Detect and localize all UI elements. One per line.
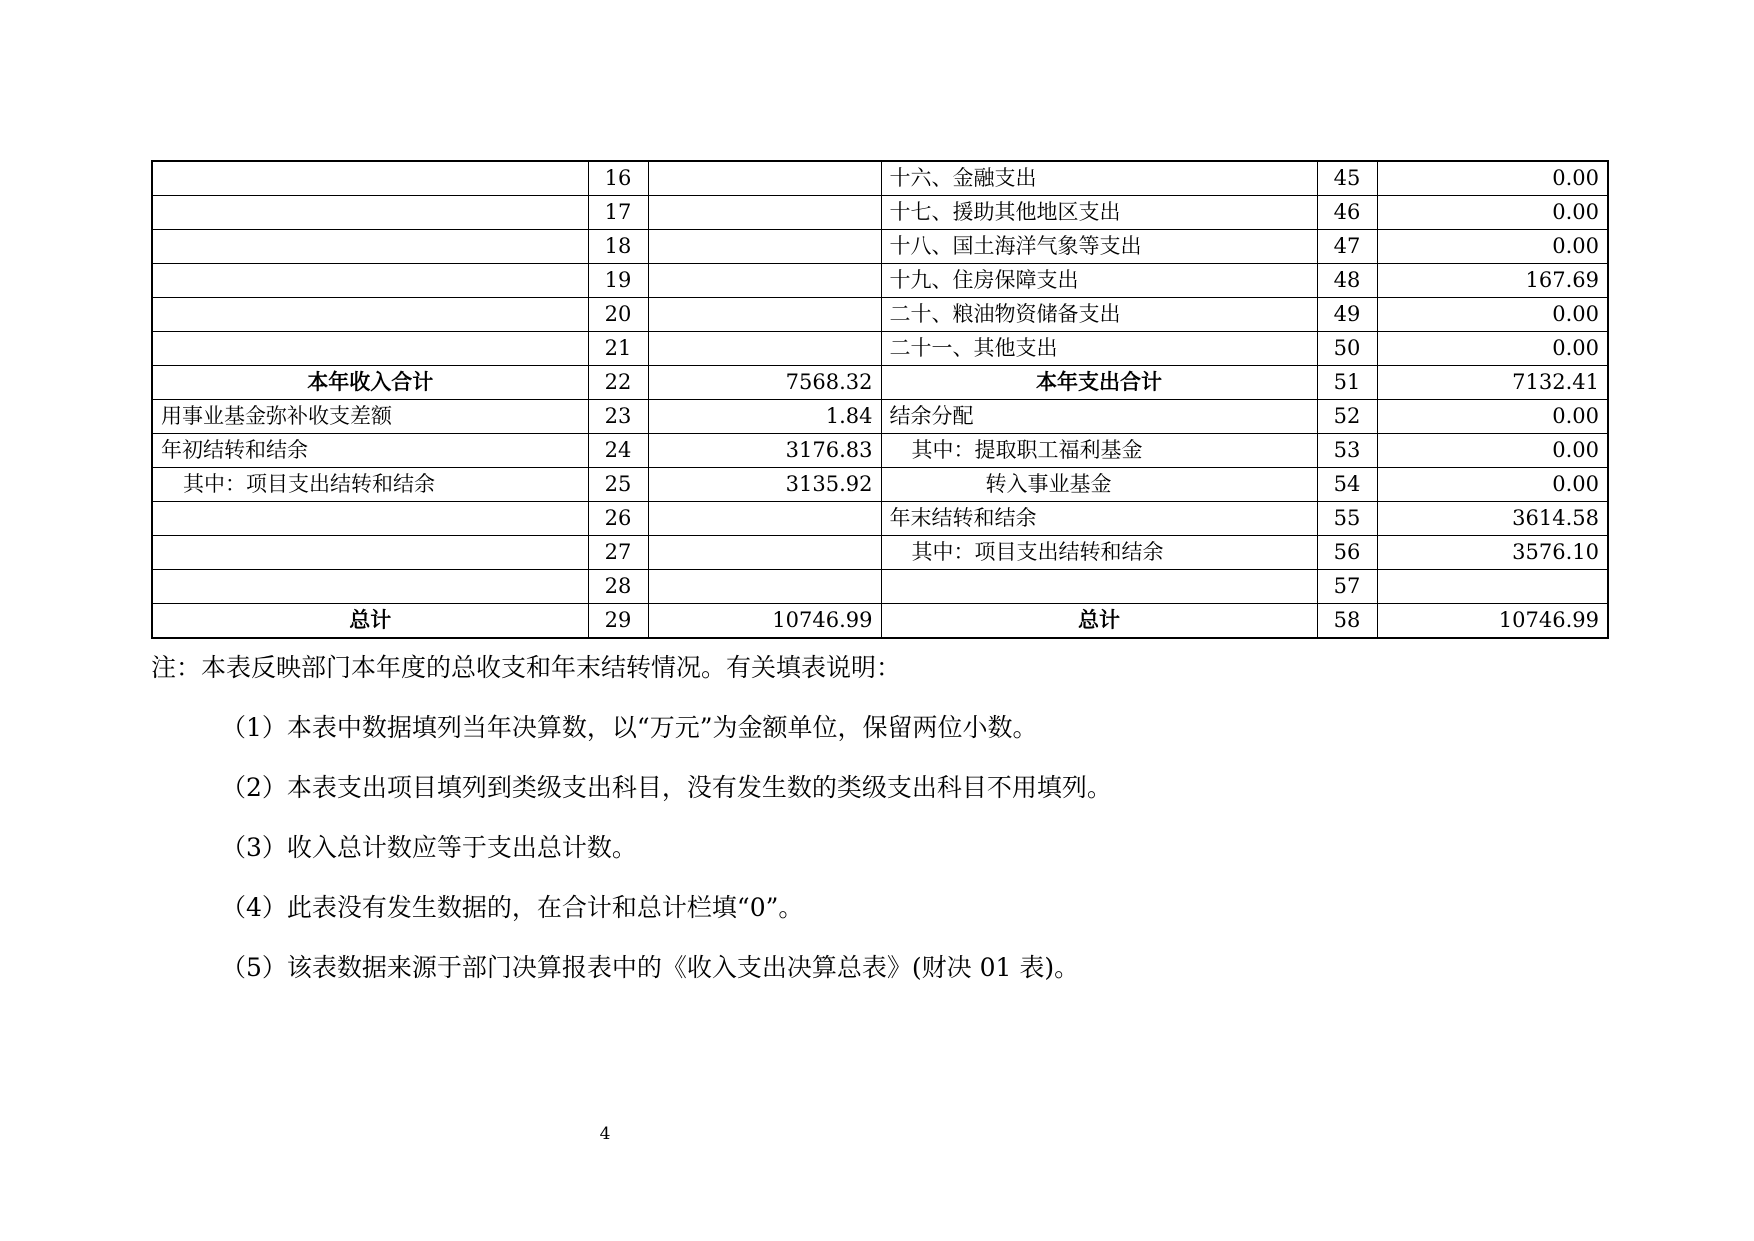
income-line-number: 20 [588,298,648,332]
income-line-number: 19 [588,264,648,298]
income-item-cell: 本年收入合计 [152,366,588,400]
table-row [152,196,1608,230]
income-item-cell [152,570,588,604]
income-expenditure-table [151,160,1609,639]
income-line-number: 21 [588,332,648,366]
income-amount-cell [648,332,881,366]
expenditure-line-number: 51 [1317,366,1377,400]
income-amount-cell [648,570,881,604]
income-amount-cell: 3176.83 [648,434,881,468]
table-row [152,502,1608,536]
income-amount-cell [648,536,881,570]
income-amount-cell [648,502,881,536]
income-amount-cell: 1.84 [648,400,881,434]
income-line-number: 23 [588,400,648,434]
expenditure-amount-cell: 0.00 [1377,434,1608,468]
expenditure-amount-cell: 7132.41 [1377,366,1608,400]
expenditure-amount-cell: 0.00 [1377,196,1608,230]
expenditure-item-cell: 转入事业基金 [881,468,1317,502]
income-item-cell [152,230,588,264]
expenditure-item-cell: 其中：项目支出结转和结余 [881,536,1317,570]
table-body [152,161,1608,638]
income-item-cell [152,196,588,230]
expenditure-amount-cell: 0.00 [1377,400,1608,434]
expenditure-line-number: 54 [1317,468,1377,502]
expenditure-item-cell [881,570,1317,604]
note-item: （2）本表支出项目填列到类级支出科目，没有发生数的类级支出科目不用填列。 [221,773,1112,802]
income-line-number: 17 [588,196,648,230]
expenditure-amount-cell: 167.69 [1377,264,1608,298]
income-amount-cell [648,298,881,332]
expenditure-amount-cell: 0.00 [1377,468,1608,502]
expenditure-line-number: 57 [1317,570,1377,604]
expenditure-amount-cell: 3576.10 [1377,536,1608,570]
expenditure-item-cell: 结余分配 [881,400,1317,434]
expenditure-item-cell: 十八、国土海洋气象等支出 [881,230,1317,264]
income-amount-cell [648,230,881,264]
income-amount-cell: 7568.32 [648,366,881,400]
expenditure-amount-cell [1377,570,1608,604]
expenditure-line-number: 46 [1317,196,1377,230]
income-item-cell: 年初结转和结余 [152,434,588,468]
income-item-cell: 用事业基金弥补收支差额 [152,400,588,434]
income-item-cell: 其中：项目支出结转和结余 [152,468,588,502]
table-row [152,366,1608,400]
expenditure-item-cell: 本年支出合计 [881,366,1317,400]
table-row [152,230,1608,264]
income-amount-cell [648,264,881,298]
table-row [152,264,1608,298]
expenditure-amount-cell: 3614.58 [1377,502,1608,536]
expenditure-line-number: 50 [1317,332,1377,366]
income-item-cell [152,332,588,366]
expenditure-item-cell: 二十、粮油物资储备支出 [881,298,1317,332]
expenditure-item-cell: 其中：提取职工福利基金 [881,434,1317,468]
income-line-number: 22 [588,366,648,400]
notes-section [151,648,1607,1006]
expenditure-line-number: 47 [1317,230,1377,264]
expenditure-amount-cell: 0.00 [1377,230,1608,264]
expenditure-line-number: 55 [1317,502,1377,536]
income-line-number: 27 [588,536,648,570]
expenditure-amount-cell: 10746.99 [1377,604,1608,639]
expenditure-line-number: 53 [1317,434,1377,468]
note-item: （1）本表中数据填列当年决算数，以“万元”为金额单位，保留两位小数。 [221,713,1038,742]
income-line-number: 18 [588,230,648,264]
income-line-number: 29 [588,604,648,639]
expenditure-line-number: 49 [1317,298,1377,332]
expenditure-item-cell: 十六、金融支出 [881,161,1317,196]
note-item: （5）该表数据来源于部门决算报表中的《收入支出决算总表》(财决 01 表)。 [221,953,1080,982]
expenditure-amount-cell: 0.00 [1377,161,1608,196]
income-item-cell [152,298,588,332]
expenditure-line-number: 45 [1317,161,1377,196]
expenditure-amount-cell: 0.00 [1377,298,1608,332]
income-amount-cell: 10746.99 [648,604,881,639]
expenditure-line-number: 56 [1317,536,1377,570]
table-row [152,161,1608,196]
table-row [152,570,1608,604]
income-amount-cell [648,161,881,196]
income-line-number: 26 [588,502,648,536]
expenditure-item-cell: 总计 [881,604,1317,639]
income-item-cell [152,536,588,570]
table-row [152,298,1608,332]
table-row [152,604,1608,639]
note-item: （3）收入总计数应等于支出总计数。 [221,833,637,862]
expenditure-line-number: 52 [1317,400,1377,434]
expenditure-line-number: 58 [1317,604,1377,639]
income-line-number: 16 [588,161,648,196]
expenditure-item-cell: 十七、援助其他地区支出 [881,196,1317,230]
expenditure-item-cell: 十九、住房保障支出 [881,264,1317,298]
income-item-cell [152,264,588,298]
income-item-cell: 总计 [152,604,588,639]
income-line-number: 24 [588,434,648,468]
page-number: 4 [599,1124,611,1144]
income-amount-cell: 3135.92 [648,468,881,502]
income-amount-cell [648,196,881,230]
income-line-number: 28 [588,570,648,604]
table-row [152,332,1608,366]
expenditure-item-cell: 年末结转和结余 [881,502,1317,536]
table-row [152,400,1608,434]
table-row [152,536,1608,570]
income-item-cell [152,161,588,196]
notes-intro: 注：本表反映部门本年度的总收支和年末结转情况。有关填表说明： [151,653,902,682]
expenditure-line-number: 48 [1317,264,1377,298]
table-row [152,468,1608,502]
table-row [152,434,1608,468]
income-line-number: 25 [588,468,648,502]
note-item: （4）此表没有发生数据的，在合计和总计栏填“0”。 [221,893,804,922]
income-item-cell [152,502,588,536]
expenditure-amount-cell: 0.00 [1377,332,1608,366]
expenditure-item-cell: 二十一、其他支出 [881,332,1317,366]
